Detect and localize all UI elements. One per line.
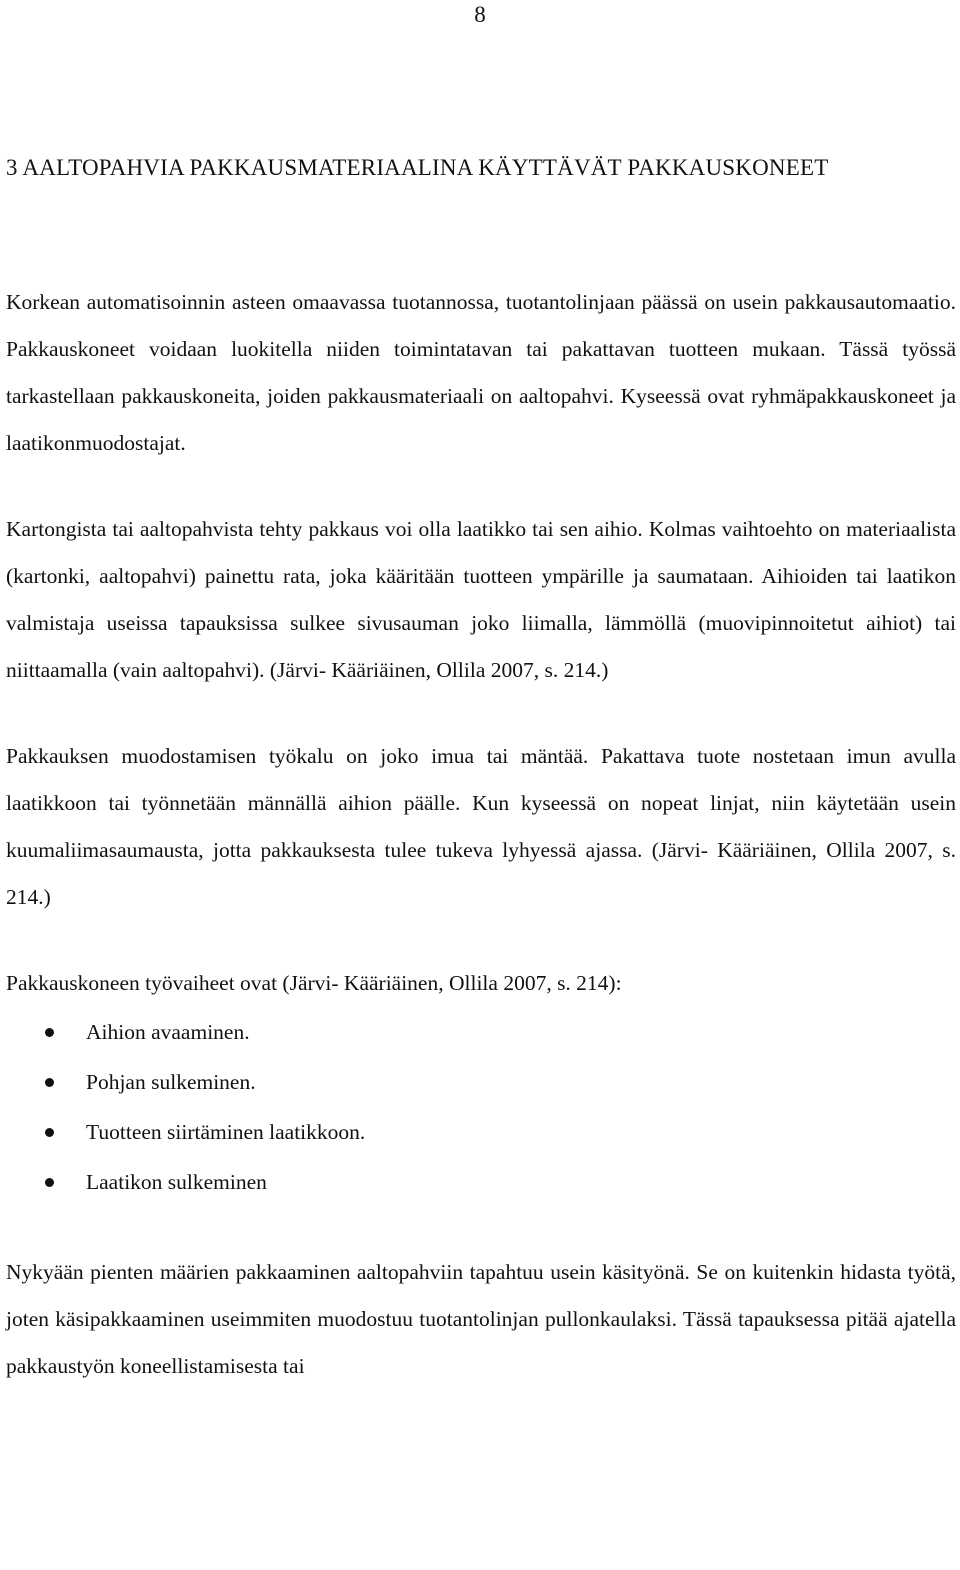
list-item	[6, 1057, 956, 1107]
bullet-icon	[45, 1078, 54, 1087]
paragraph-manual-packing: Nykyään pienten määrien pakkaaminen aaltopahviin tapahtuu usein käsityönä. Se on kuitenkin hidasta työtä, joten käsipakkaaminen useimmiten muodostuu tuotantolinjan pullonkaulaksi. Tässä tapauksessa pitää ajatella pakkaustyön koneellistamisesta tai	[6, 1260, 956, 1378]
list-item-text: Tuotteen siirtäminen laatikkoon.	[86, 1120, 366, 1144]
paragraph-work-phases-intro: Pakkauskoneen työvaiheet ovat (Järvi- Kääriäinen, Ollila 2007, s. 214):	[6, 971, 622, 995]
paragraph-intro: Korkean automatisoinnin asteen omaavassa tuotannossa, tuotantolinjaan päässä on usein pakkausautomaatio. Pakkauskoneet voidaan luokitella niiden toimintatavan tai pakattavan tuotteen mukaan. Tässä työssä tarkastellaan pakkauskoneita, joiden pakkausmateriaali on aaltopahvi. Kyseessä ovat ryhmäpakkauskoneet ja laatikonmuodostajat.	[6, 290, 956, 455]
bullet-icon	[45, 1178, 54, 1187]
list-item	[6, 1157, 956, 1207]
bullet-icon	[45, 1128, 54, 1137]
section-heading: 3 AALTOPAHVIA PAKKAUSMATERIAALINA KÄYTTÄVÄT PAKKAUSKONEET	[6, 155, 829, 180]
list-item	[6, 1007, 956, 1057]
work-phases-list	[6, 1007, 956, 1207]
paragraph-package-types: Kartongista tai aaltopahvista tehty pakkaus voi olla laatikko tai sen aihio. Kolmas vaihtoehto on materiaalista (kartonki, aaltopahvi) painettu rata, joka kääritään tuotteen ympärille ja saumataan. Aihioiden tai laatikon valmistaja useissa tapauksissa sulkee sivusauman joko liimalla, lämmöllä (muovipinnoitetut aihiot) tai niittaamalla (vain aaltopahvi). (Järvi- Kääriäinen, Ollila 2007, s. 214.)	[6, 517, 956, 682]
list-item-text: Aihion avaaminen.	[86, 1020, 250, 1044]
paragraph-forming-tool: Pakkauksen muodostamisen työkalu on joko imua tai mäntää. Pakattava tuote nostetaan imun avulla laatikkoon tai työnnetään männällä aihion päälle. Kun kyseessä on nopeat linjat, niin käytetään usein kuumaliimasaumausta, jotta pakkauksesta tulee tukeva lyhyessä ajassa. (Järvi- Kääriäinen, Ollila 2007, s. 214.)	[6, 744, 956, 909]
list-item-text: Pohjan sulkeminen.	[86, 1070, 256, 1094]
list-item	[6, 1107, 956, 1157]
list-item-text: Laatikon sulkeminen	[86, 1170, 267, 1194]
document-body	[6, 143, 956, 1429]
bullet-icon	[45, 1028, 54, 1037]
page-number: 8	[474, 2, 486, 27]
